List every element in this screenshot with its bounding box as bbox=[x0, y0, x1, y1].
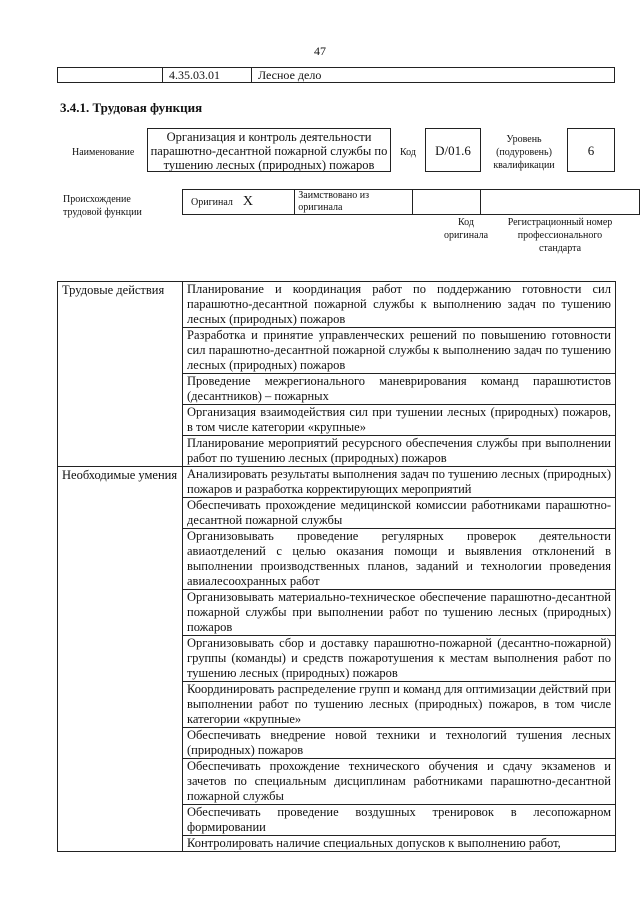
section-title: 3.4.1. Трудовая функция bbox=[60, 100, 203, 115]
section-item: Координировать распределение групп и команд для оптимизации действий при выполнении работ по тушению лесных (природных) пожаров, в том числе категории «крупные» bbox=[183, 682, 616, 728]
function-name-box: Организация и контроль деятельности парашютно-десантной пожарной службы по тушению лесных (природных) пожаров bbox=[147, 128, 391, 172]
code-original-cell bbox=[413, 190, 480, 215]
section-item: Планирование и координация работ по поддержанию готовности сил парашютно-десантной пожарной службы к выполнению задач по тушению лесных (природных) пожаров bbox=[183, 282, 616, 328]
function-details-table bbox=[57, 281, 616, 852]
section-item: Разработка и принятие управленческих решений по повышению готовности сил парашютно-десантной пожарной службы к выполнению задач по тушению лесных (природных) пожаров bbox=[183, 328, 616, 374]
original-mark: X bbox=[242, 194, 254, 209]
section-item: Анализировать результаты выполнения задач по тушению лесных (природных) пожаров и разработка корректирующих мероприятий bbox=[183, 467, 616, 498]
original-label: Оригинал bbox=[191, 197, 233, 208]
table-row bbox=[58, 467, 616, 498]
section-item: Планирование мероприятий ресурсного обеспечения службы при выполнении работ по тушению лесных (природных) пожаров bbox=[183, 436, 616, 467]
section-item: Организовывать проведение регулярных проверок деятельности авиаотделений с целью оказания помощи и выявления отклонений в выполнении производственных планов, заданий и технологии проведения авиалесоохранных работ bbox=[183, 529, 616, 590]
section-item: Организация взаимодействия сил при тушении лесных (природных) пожаров, в том числе категории «крупные» bbox=[183, 405, 616, 436]
code-label: Код bbox=[400, 147, 416, 158]
borrowed-label: Заимствовано из оригинала bbox=[295, 190, 413, 215]
section-item: Обеспечивать прохождение медицинской комиссии работниками парашютно-десантной пожарной службы bbox=[183, 498, 616, 529]
section-heading: Трудовые действия bbox=[58, 282, 183, 467]
section-item: Контролировать наличие специальных допусков к выполнению работ, bbox=[183, 836, 616, 852]
function-code-box: D/01.6 bbox=[425, 128, 481, 172]
reg-number-label: Регистрационный номер профессионального стандарта bbox=[507, 217, 613, 254]
code-original-label: Код оригинала bbox=[443, 217, 489, 241]
table-row bbox=[58, 282, 616, 328]
origin-label: Происхождение трудовой функции bbox=[63, 194, 142, 218]
section-item: Организовывать сбор и доставку парашютно-пожарной (десантно-пожарной) группы (команды) и средств пожаротушения к местам выполнения работ по тушению лесных (природных) пожаров bbox=[183, 636, 616, 682]
section-item: Организовывать материально-техническое обеспечение парашютно-десантной пожарной службы при выполнении работ по тушению лесных (природных) пожаров bbox=[183, 590, 616, 636]
section-item: Обеспечивать прохождение технического обучения и сдачу экзаменов и зачетов по специальным дисциплинам работниками парашютно-десантной пожарной службы bbox=[183, 759, 616, 805]
okved-code-strip bbox=[57, 67, 615, 83]
qualification-level-box: 6 bbox=[567, 128, 615, 172]
origin-table bbox=[182, 189, 640, 215]
okved-code: 4.35.03.01 bbox=[163, 68, 252, 83]
section-item: Обеспечивать проведение воздушных тренировок в лесопожарном формировании bbox=[183, 805, 616, 836]
reg-number-cell bbox=[480, 190, 639, 215]
section-heading: Необходимые умения bbox=[58, 467, 183, 852]
page-number: 47 bbox=[314, 44, 326, 58]
section-item: Проведение межрегионального маневрирования команд парашютистов (десантников) – пожарных bbox=[183, 374, 616, 405]
original-cell bbox=[183, 190, 295, 215]
qualification-level-label: Уровень (подуровень) квалификации bbox=[493, 134, 555, 171]
name-label: Наименование bbox=[72, 147, 135, 158]
section-item: Обеспечивать внедрение новой техники и технологий тушения лесных (природных) пожаров bbox=[183, 728, 616, 759]
okved-name: Лесное дело bbox=[252, 68, 615, 83]
